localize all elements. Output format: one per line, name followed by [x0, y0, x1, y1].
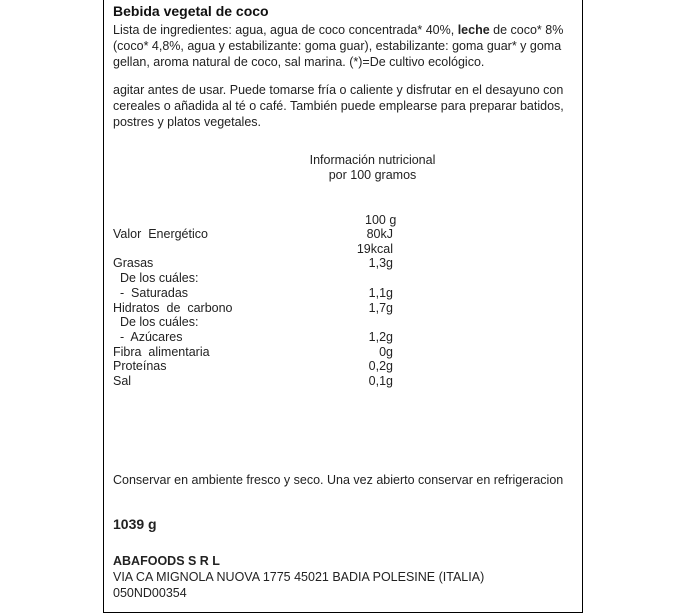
ingredients-bold-word: leche: [457, 23, 490, 37]
company-name: ABAFOODS S R L: [113, 554, 220, 568]
nutrient-value: 0g: [379, 344, 393, 359]
nutrient-value: 1,1g: [368, 285, 393, 300]
table-row: [113, 227, 413, 242]
nutrient-label: Valor Energético: [113, 227, 208, 241]
table-row: [113, 345, 413, 360]
table-row: [113, 286, 413, 301]
nutrient-value: 19kcal: [356, 241, 393, 256]
table-row: [113, 242, 413, 257]
nutrient-value: 80kJ: [366, 227, 393, 241]
nutrient-label: De los cuáles:: [113, 271, 199, 286]
nutrient-label: Grasas: [113, 256, 154, 271]
nutrient-label: De los cuáles:: [113, 315, 199, 330]
nutrient-label: Proteínas: [113, 359, 167, 374]
table-row: [113, 359, 413, 374]
table-row: [113, 330, 413, 345]
nutrient-value: 1,3g: [368, 256, 393, 271]
company-code: 050ND00354: [113, 586, 187, 600]
table-row: [113, 374, 413, 389]
storage-text: Conservar en ambiente fresco y seco. Una vez abierto conservar en refrigeracion: [113, 473, 564, 487]
company-address: VIA CA MIGNOLA NUOVA 1775 45021 BADIA POLESINE (ITALIA): [113, 570, 485, 584]
nutrient-label: - Saturadas: [113, 285, 189, 300]
net-weight: 1039 g: [113, 516, 157, 532]
nutrition-heading-line1: Información nutricional: [309, 153, 436, 167]
table-row: [113, 256, 413, 271]
nutrient-label: Hidratos de carbono: [113, 300, 233, 315]
table-row: [113, 271, 413, 286]
nutrient-value: 0,1g: [368, 374, 393, 388]
nutrient-value: 1,7g: [368, 300, 393, 315]
ingredients-part1: Lista de ingredientes: agua, agua de coco concentrada* 40%,: [113, 23, 458, 37]
nutrient-value: 0,2g: [368, 359, 393, 374]
product-title: Bebida vegetal de coco: [113, 3, 269, 19]
table-row: [113, 301, 413, 316]
ingredients-part2: de coco* 8% (coco* 4,8%, agua y estabilizante: goma guar), estabilizante: goma guar* y goma gellan, aroma natural de coco, sal marina. (*)=De cultivo ecológico.: [113, 23, 564, 69]
nutrient-value: 1,2g: [368, 329, 393, 344]
table-row: [113, 315, 413, 330]
nutrition-heading-line2: por 100 gramos: [328, 168, 417, 182]
ingredients-text: [113, 22, 578, 70]
nutrition-column-header: 100 g: [365, 213, 397, 227]
nutrient-label: Fibra alimentaria: [113, 344, 210, 359]
nutrient-label: - Azúcares: [113, 329, 183, 344]
nutrient-label: Sal: [113, 374, 132, 388]
usage-text: agitar antes de usar. Puede tomarse fría o caliente y disfrutar en el desayuno con cereales o añadida al té o café. También puede emplearse para preparar batidos, postres y platos vegetales.: [113, 83, 564, 129]
